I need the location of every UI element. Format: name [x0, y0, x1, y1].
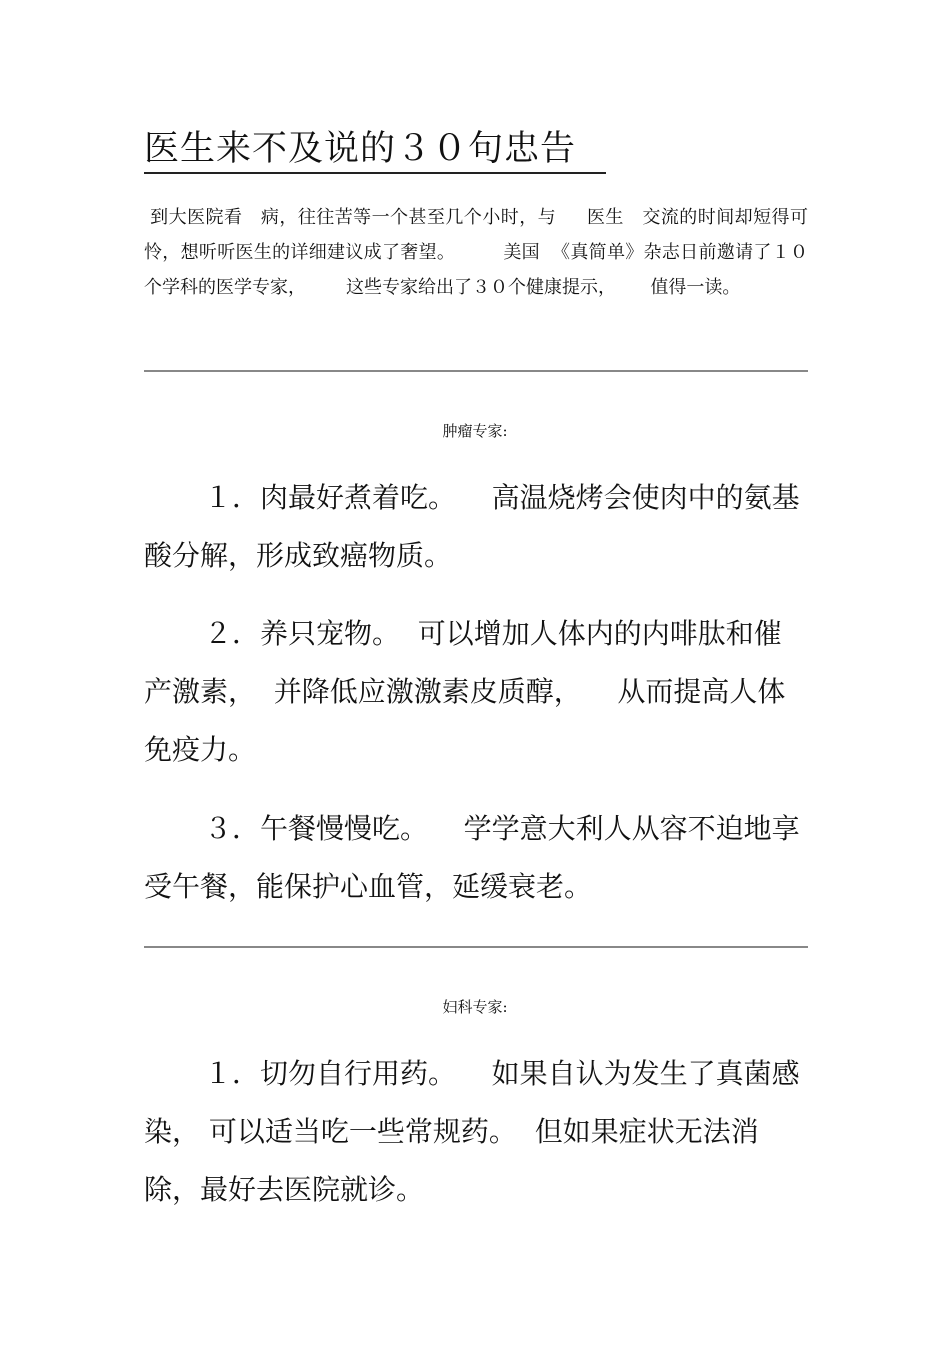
section-divider	[144, 946, 808, 948]
intro-paragraph: 到大医院看 病，往往苦等一个甚至几个小时，与 医生 交流的时间却短得可怜，想听听医生的详细建议成了奢望。 美国 《真简单》杂志日前邀请了１０个学科的医学专家， 这些专家给出了３０个健康提示， 值得一读。	[144, 207, 808, 298]
tip-oncology-2: ２．养只宠物。 可以增加人体内的内啡肽和催产激素， 并降低应激激素皮质醇， 从而提高人体免疫力。	[144, 617, 786, 766]
tip-oncology-1: １．肉最好煮着吃。 高温烧烤会使肉中的氨基酸分解，形成致癌物质。	[144, 481, 800, 572]
section-divider	[144, 370, 808, 372]
document-title: 医生来不及说的３０句忠告	[144, 126, 606, 174]
tip-oncology-3: ３．午餐慢慢吃。 学学意大利人从容不迫地享受午餐，能保护心血管，延缓衰老。	[144, 812, 800, 903]
section-label-oncology: 肿瘤专家:	[442, 422, 508, 440]
section-label-gynecology: 妇科专家:	[442, 998, 508, 1016]
tip-gynecology-1: １．切勿自行用药。 如果自认为发生了真菌感染， 可以适当吃一些常规药。 但如果症状无法消除，最好去医院就诊。	[144, 1057, 800, 1206]
